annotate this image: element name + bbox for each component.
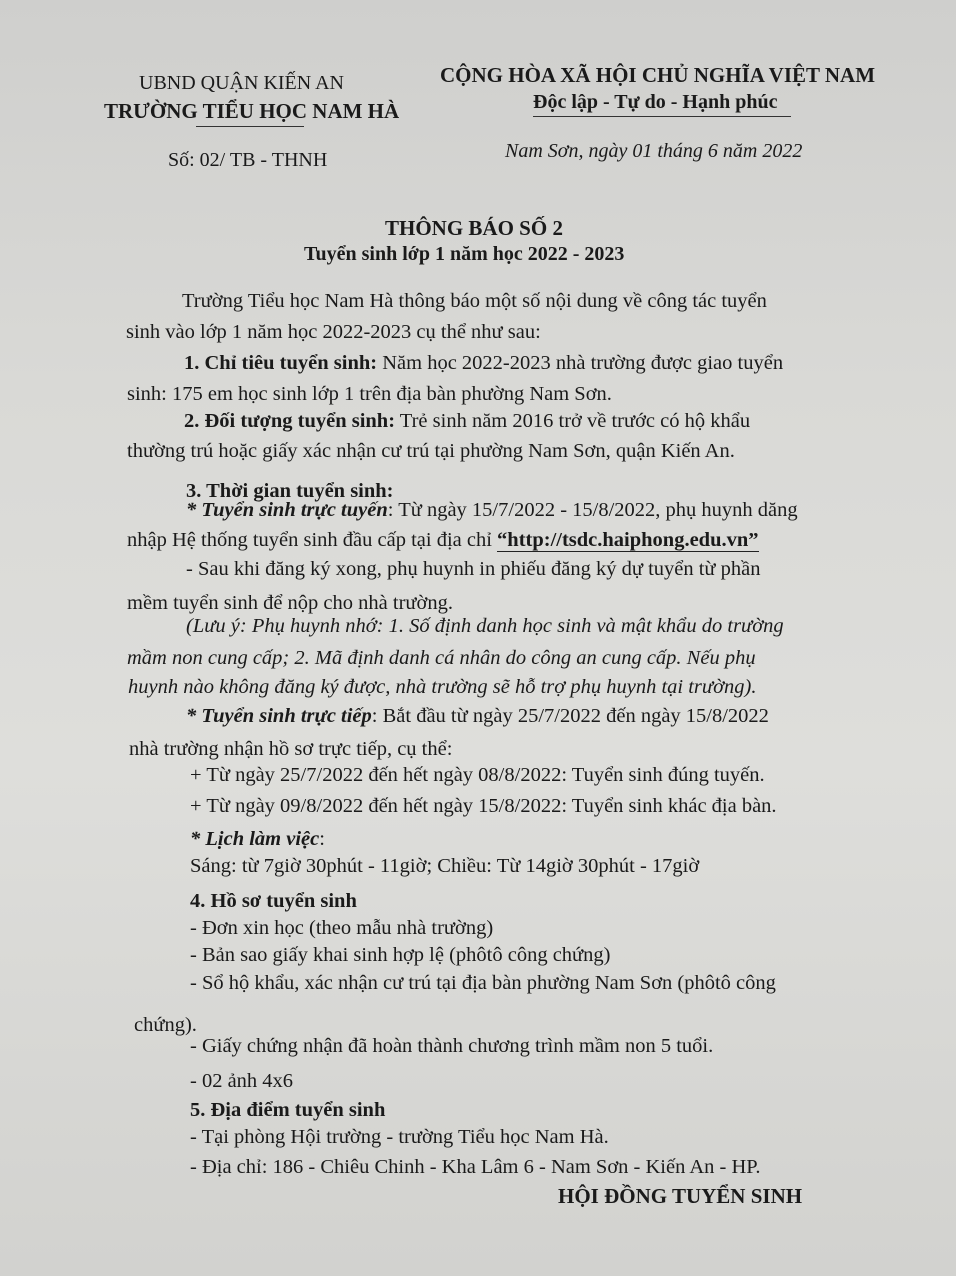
note-line-1: (Lưu ý: Phụ huynh nhớ: 1. Số định danh học sinh và mật khẩu do trường: [186, 615, 784, 637]
online-line-1: [186, 499, 798, 522]
online-text-2: nhập Hệ thống tuyển sinh đầu cấp tại địa chỉ: [127, 529, 498, 551]
online-line-2: [127, 529, 759, 552]
section-4-label: 4. Hồ sơ tuyển sinh: [190, 890, 357, 912]
doc-title: THÔNG BÁO SỐ 2: [385, 216, 563, 240]
schedule-colon: :: [319, 828, 325, 850]
section-2-line-1: [184, 410, 750, 433]
section-1-label: 1. Chỉ tiêu tuyển sinh:: [184, 352, 378, 374]
section-4-item-5: - 02 ảnh 4x6: [190, 1070, 294, 1092]
section-4-item-3a: - Sổ hộ khẩu, xác nhận cư trú tại địa bàn phường Nam Sơn (phôtô công: [190, 972, 776, 994]
header-left-school: TRƯỜNG TIỂU HỌC NAM HÀ: [104, 99, 400, 123]
section-2-line-2: thường trú hoặc giấy xác nhận cư trú tại phường Nam Sơn, quận Kiến An.: [127, 440, 735, 462]
header-left-org: UBND QUẬN KIẾN AN: [139, 72, 344, 94]
doc-subtitle: Tuyển sinh lớp 1 năm học 2022 - 2023: [304, 243, 625, 265]
direct-text: : Bắt đầu từ ngày 25/7/2022 đến ngày 15/8/2022: [371, 705, 769, 727]
section-1-line-1: [184, 352, 783, 375]
direct-item-2: + Từ ngày 09/8/2022 đến hết ngày 15/8/2022: Tuyển sinh khác địa bàn.: [190, 795, 777, 817]
note-line-3: huynh nào không đăng ký được, nhà trường sẽ hỗ trợ phụ huynh tại trường).: [128, 676, 757, 698]
after-line-1: - Sau khi đăng ký xong, phụ huynh in phiếu đăng ký dự tuyển từ phần: [186, 558, 761, 580]
section-1-line-2: sinh: 175 em học sinh lớp 1 trên địa bàn phường Nam Sơn.: [127, 383, 612, 405]
section-3-label: 3. Thời gian tuyển sinh:: [186, 480, 394, 502]
section-4-item-4: - Giấy chứng nhận đã hoàn thành chương trình mầm non 5 tuổi.: [190, 1035, 714, 1057]
motto-underline: [533, 116, 791, 117]
header-country: CỘNG HÒA XÃ HỘI CHỦ NGHĨA VIỆT NAM: [440, 63, 876, 87]
direct-line-1: [186, 705, 769, 728]
direct-line-2: nhà trường nhận hồ sơ trực tiếp, cụ thể:: [129, 738, 453, 760]
online-url-link[interactable]: “http://tsdc.haiphong.edu.vn”: [497, 529, 759, 551]
section-2-label: 2. Đối tượng tuyển sinh:: [184, 410, 396, 432]
section-5-item-2: - Địa chỉ: 186 - Chiêu Chinh - Kha Lâm 6 - Nam Sơn - Kiến An - HP.: [190, 1156, 761, 1178]
section-2-text: Trẻ sinh năm 2016 trở về trước có hộ khẩu: [395, 410, 751, 432]
direct-item-1: + Từ ngày 25/7/2022 đến hết ngày 08/8/2022: Tuyển sinh đúng tuyến.: [190, 764, 765, 786]
schedule-text: Sáng: từ 7giờ 30phút - 11giờ; Chiều: Từ 14giờ 30phút - 17giờ: [190, 855, 700, 877]
section-1-text: Năm học 2022-2023 nhà trường được giao tuyển: [377, 352, 784, 374]
section-4-item-2: - Bản sao giấy khai sinh hợp lệ (phôtô công chứng): [190, 944, 611, 966]
schedule-label: * Lịch làm việc: [190, 828, 320, 850]
school-underline: [196, 126, 304, 127]
section-5-label: 5. Địa điểm tuyển sinh: [190, 1099, 386, 1121]
online-label: * Tuyển sinh trực tuyến: [186, 499, 388, 521]
note-line-2: mầm non cung cấp; 2. Mã định danh cá nhân do công an cung cấp. Nếu phụ: [127, 647, 756, 669]
doc-number: Số: 02/ TB - THNH: [168, 149, 328, 171]
signature-board: HỘI ĐỒNG TUYỂN SINH: [558, 1184, 803, 1208]
section-5-item-1: - Tại phòng Hội trường - trường Tiểu học Nam Hà.: [190, 1126, 609, 1148]
section-4-item-3b: chứng).: [134, 1014, 197, 1036]
schedule-label-line: [190, 828, 325, 851]
place-date: Nam Sơn, ngày 01 tháng 6 năm 2022: [505, 140, 803, 162]
intro-line-2: sinh vào lớp 1 năm học 2022-2023 cụ thể như sau:: [126, 321, 541, 343]
online-text: : Từ ngày 15/7/2022 - 15/8/2022, phụ huynh dăng: [387, 499, 798, 521]
direct-label: * Tuyển sinh trực tiếp: [186, 705, 372, 727]
section-4-item-1: - Đơn xin học (theo mẫu nhà trường): [190, 917, 494, 939]
after-line-2: mềm tuyển sinh để nộp cho nhà trường.: [127, 592, 453, 614]
header-motto: Độc lập - Tự do - Hạnh phúc: [533, 91, 778, 113]
intro-line-1: Trường Tiểu học Nam Hà thông báo một số nội dung về công tác tuyển: [182, 290, 767, 312]
